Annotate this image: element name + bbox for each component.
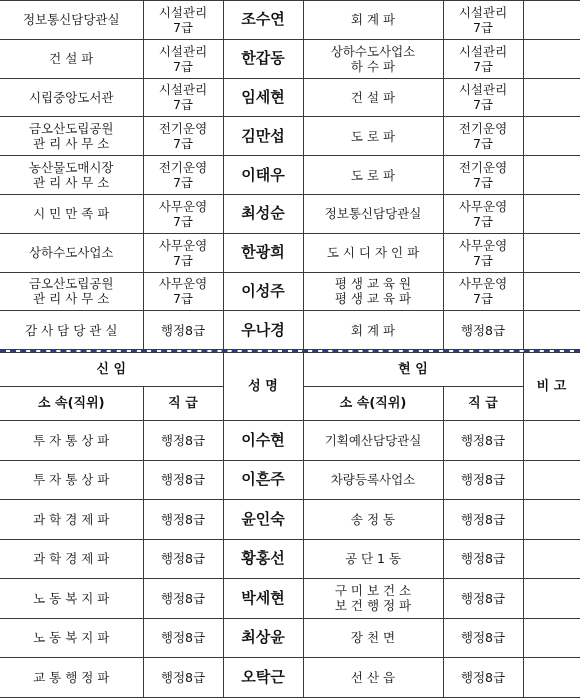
current-dept-cell: 회 계 파 — [303, 311, 443, 350]
new-grade-cell: 행정8급 — [143, 579, 223, 619]
previous-grade-cell: 시설관리 7급 — [143, 78, 223, 117]
person-name-cell: 최상윤 — [223, 618, 303, 658]
previous-grade-cell: 사무운영 7급 — [143, 194, 223, 233]
note-cell — [523, 156, 580, 195]
header-grade-2: 직 급 — [443, 387, 523, 421]
new-dept-cell: 과 학 경 제 파 — [0, 539, 143, 579]
new-grade-cell: 행정8급 — [143, 460, 223, 500]
current-grade-cell: 사무운영 7급 — [443, 194, 523, 233]
previous-grade-cell: 전기운영 7급 — [143, 117, 223, 156]
note-cell — [523, 579, 580, 619]
previous-grade-cell: 시설관리 7급 — [143, 39, 223, 78]
note-cell — [523, 460, 580, 500]
current-grade-cell: 사무운영 7급 — [443, 233, 523, 272]
person-name-cell: 임세현 — [223, 78, 303, 117]
previous-dept-cell: 시 민 만 족 파 — [0, 194, 143, 233]
table-row — [0, 117, 580, 156]
current-dept-cell: 도 로 파 — [303, 117, 443, 156]
person-name-cell: 이흔주 — [223, 460, 303, 500]
current-dept-cell: 회 계 파 — [303, 1, 443, 40]
table-row — [0, 460, 580, 500]
current-grade-cell: 행정8급 — [443, 618, 523, 658]
current-grade-cell: 전기운영 7급 — [443, 156, 523, 195]
person-name-cell: 박세현 — [223, 579, 303, 619]
current-dept-cell: 상하수도사업소 하 수 파 — [303, 39, 443, 78]
current-grade-cell: 행정8급 — [443, 460, 523, 500]
note-cell — [523, 233, 580, 272]
previous-dept-cell: 시립중앙도서관 — [0, 78, 143, 117]
previous-dept-cell: 금오산도립공원 관 리 사 무 소 — [0, 272, 143, 311]
note-cell — [523, 272, 580, 311]
current-dept-cell: 건 설 파 — [303, 78, 443, 117]
table-row — [0, 272, 580, 311]
new-grade-cell: 행정8급 — [143, 658, 223, 698]
note-cell — [523, 78, 580, 117]
table-row — [0, 78, 580, 117]
header-row-1 — [0, 353, 580, 387]
header-dept-position: 소 속(직위) — [0, 387, 143, 421]
current-dept-cell: 도 시 디 자 인 파 — [303, 233, 443, 272]
person-name-cell: 오탁근 — [223, 658, 303, 698]
current-grade-cell: 행정8급 — [443, 658, 523, 698]
current-dept-cell: 기획예산담당관실 — [303, 421, 443, 461]
header-current-post: 현 임 — [303, 353, 523, 387]
table-row — [0, 658, 580, 698]
new-dept-cell: 노 동 복 지 파 — [0, 618, 143, 658]
table-row — [0, 233, 580, 272]
table-row — [0, 311, 580, 350]
current-dept-cell: 평 생 교 육 원 평 생 교 육 파 — [303, 272, 443, 311]
previous-dept-cell: 금오산도립공원 관 리 사 무 소 — [0, 117, 143, 156]
person-name-cell: 우나경 — [223, 311, 303, 350]
note-cell — [523, 39, 580, 78]
new-grade-cell: 행정8급 — [143, 500, 223, 540]
current-grade-cell: 행정8급 — [443, 421, 523, 461]
note-cell — [523, 500, 580, 540]
current-grade-cell: 행정8급 — [443, 539, 523, 579]
person-name-cell: 이태우 — [223, 156, 303, 195]
current-dept-cell: 차량등록사업소 — [303, 460, 443, 500]
current-dept-cell: 공 단 1 동 — [303, 539, 443, 579]
person-name-cell: 윤인숙 — [223, 500, 303, 540]
previous-dept-cell: 상하수도사업소 — [0, 233, 143, 272]
current-grade-cell: 시설관리 7급 — [443, 78, 523, 117]
note-cell — [523, 421, 580, 461]
previous-grade-cell: 전기운영 7급 — [143, 156, 223, 195]
current-grade-cell: 시설관리 7급 — [443, 39, 523, 78]
previous-dept-cell: 건 설 파 — [0, 39, 143, 78]
previous-grade-cell: 시설관리 7급 — [143, 1, 223, 40]
person-name-cell: 이수현 — [223, 421, 303, 461]
current-grade-cell: 행정8급 — [443, 500, 523, 540]
previous-dept-cell: 농산물도매시장 관 리 사 무 소 — [0, 156, 143, 195]
previous-grade-cell: 사무운영 7급 — [143, 272, 223, 311]
person-name-cell: 이성주 — [223, 272, 303, 311]
new-dept-cell: 교 통 행 정 파 — [0, 658, 143, 698]
previous-dept-cell: 감 사 담 당 관 실 — [0, 311, 143, 350]
note-cell — [523, 1, 580, 40]
person-name-cell: 최성순 — [223, 194, 303, 233]
table-row — [0, 539, 580, 579]
note-cell — [523, 658, 580, 698]
transfer-table-bottom — [0, 352, 580, 698]
person-name-cell: 황홍선 — [223, 539, 303, 579]
current-dept-cell: 선 산 읍 — [303, 658, 443, 698]
new-grade-cell: 행정8급 — [143, 618, 223, 658]
table-row — [0, 618, 580, 658]
new-grade-cell: 행정8급 — [143, 539, 223, 579]
person-name-cell: 김만섭 — [223, 117, 303, 156]
current-grade-cell: 시설관리 7급 — [443, 1, 523, 40]
person-name-cell: 한광희 — [223, 233, 303, 272]
note-cell — [523, 539, 580, 579]
table-row — [0, 421, 580, 461]
header-note: 비 고 — [523, 353, 580, 421]
current-grade-cell: 사무운영 7급 — [443, 272, 523, 311]
header-dept-position-2: 소 속(직위) — [303, 387, 443, 421]
current-grade-cell: 전기운영 7급 — [443, 117, 523, 156]
header-grade: 직 급 — [143, 387, 223, 421]
header-name: 성 명 — [223, 353, 303, 421]
new-dept-cell: 투 자 통 상 파 — [0, 421, 143, 461]
note-cell — [523, 618, 580, 658]
note-cell — [523, 117, 580, 156]
current-dept-cell: 장 천 면 — [303, 618, 443, 658]
new-dept-cell: 투 자 통 상 파 — [0, 460, 143, 500]
current-dept-cell: 송 정 동 — [303, 500, 443, 540]
person-name-cell: 한갑동 — [223, 39, 303, 78]
note-cell — [523, 311, 580, 350]
current-dept-cell: 정보통신담당관실 — [303, 194, 443, 233]
new-dept-cell: 노 동 복 지 파 — [0, 579, 143, 619]
header-new-post: 신 임 — [0, 353, 223, 387]
person-name-cell: 조수연 — [223, 1, 303, 40]
current-dept-cell: 구 미 보 건 소 보 건 행 정 파 — [303, 579, 443, 619]
new-dept-cell: 과 학 경 제 파 — [0, 500, 143, 540]
table-row — [0, 194, 580, 233]
table-row — [0, 39, 580, 78]
note-cell — [523, 194, 580, 233]
previous-dept-cell: 정보통신담당관실 — [0, 1, 143, 40]
new-grade-cell: 행정8급 — [143, 421, 223, 461]
current-dept-cell: 도 로 파 — [303, 156, 443, 195]
table-row — [0, 1, 580, 40]
current-grade-cell: 행정8급 — [443, 579, 523, 619]
previous-grade-cell: 사무운영 7급 — [143, 233, 223, 272]
previous-grade-cell: 행정8급 — [143, 311, 223, 350]
table-row — [0, 156, 580, 195]
table-row — [0, 500, 580, 540]
current-grade-cell: 행정8급 — [443, 311, 523, 350]
table-row — [0, 579, 580, 619]
